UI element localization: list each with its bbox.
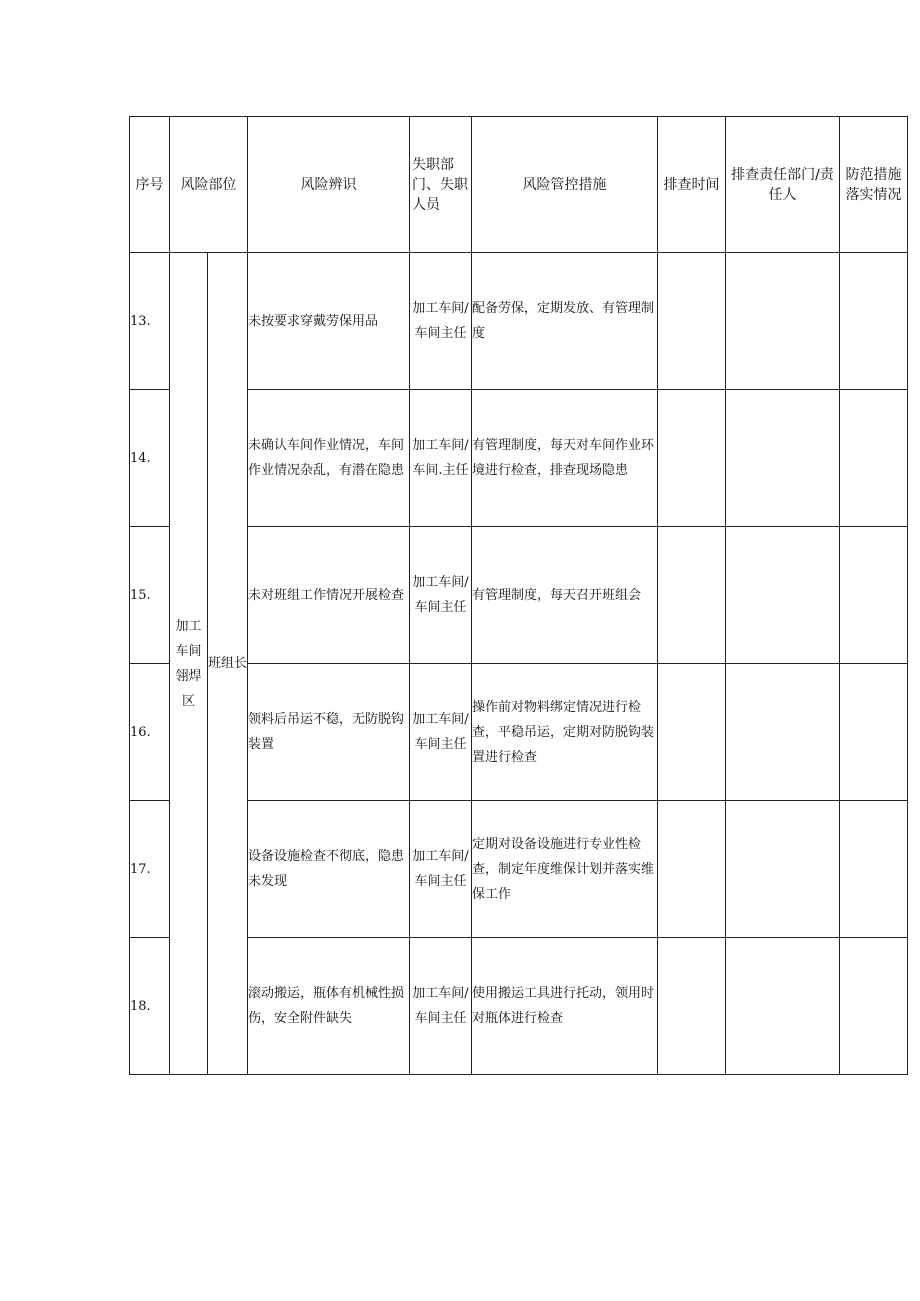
- row-number: 17.: [130, 801, 170, 938]
- check-time-cell: [658, 390, 726, 527]
- header-location: 风险部位: [170, 117, 248, 253]
- responsible-dept: 加工车间/车间主任: [410, 938, 472, 1075]
- risk-identification: 滚动搬运，瓶体有机械性损伤，安全附件缺失: [248, 938, 410, 1075]
- row-number: 15.: [130, 527, 170, 664]
- header-measures: 风险管控措施: [472, 117, 658, 253]
- check-time-cell: [658, 938, 726, 1075]
- row-number: 16.: [130, 664, 170, 801]
- risk-identification: 未对班组工作情况开展检查: [248, 527, 410, 664]
- header-responsible: 失职部门、失职人员: [410, 117, 472, 253]
- check-dept-cell: [726, 527, 840, 664]
- responsible-dept: 加工车间/车间主任: [410, 527, 472, 664]
- implementation-cell: [840, 527, 908, 664]
- header-identification: 风险辨识: [248, 117, 410, 253]
- header-seq: 序号: [130, 117, 170, 253]
- table-header-row: [130, 117, 908, 253]
- check-dept-cell: [726, 390, 840, 527]
- risk-identification: 领料后吊运不稳，无防脱钩装置: [248, 664, 410, 801]
- check-dept-cell: [726, 801, 840, 938]
- risk-identification: 未按要求穿戴劳保用品: [248, 253, 410, 390]
- responsible-dept: 加工车间/车间主任: [410, 664, 472, 801]
- row-number: 18.: [130, 938, 170, 1075]
- table-row: [130, 253, 908, 390]
- control-measure: 有管理制度，每天召开班组会: [472, 527, 658, 664]
- control-measure: 使用搬运工具进行托动，领用时对瓶体进行检查: [472, 938, 658, 1075]
- check-dept-cell: [726, 253, 840, 390]
- implementation-cell: [840, 253, 908, 390]
- check-time-cell: [658, 801, 726, 938]
- control-measure: 有管理制度，每天对车间作业环境进行检查，排查现场隐患: [472, 390, 658, 527]
- check-dept-cell: [726, 938, 840, 1075]
- risk-control-table: [129, 116, 908, 1075]
- header-check-dept: 排查责任部门/责任人: [726, 117, 840, 253]
- control-measure: 操作前对物料绑定情况进行检查，平稳吊运，定期对防脱钩装置进行检查: [472, 664, 658, 801]
- implementation-cell: [840, 664, 908, 801]
- responsible-dept: 加工车间/车间主任: [410, 801, 472, 938]
- check-time-cell: [658, 527, 726, 664]
- risk-identification: 设备设施检查不彻底，隐患未发现: [248, 801, 410, 938]
- check-time-cell: [658, 664, 726, 801]
- implementation-cell: [840, 938, 908, 1075]
- header-implementation: 防范措施落实情况: [840, 117, 908, 253]
- control-measure: 配备劳保，定期发放、有管理制度: [472, 253, 658, 390]
- control-measure: 定期对设备设施进行专业性检查，制定年度维保计划并落实维保工作: [472, 801, 658, 938]
- implementation-cell: [840, 801, 908, 938]
- location-main: 加工车间翎焊区: [170, 253, 208, 1075]
- row-number: 14.: [130, 390, 170, 527]
- risk-identification: 未确认车间作业情况，车间作业情况杂乱，有潜在隐患: [248, 390, 410, 527]
- location-sub: 班组长: [208, 253, 248, 1075]
- check-dept-cell: [726, 664, 840, 801]
- header-check-time: 排查时间: [658, 117, 726, 253]
- responsible-dept: 加工车间/车间主任: [410, 253, 472, 390]
- responsible-dept: 加工车间/车间.主任: [410, 390, 472, 527]
- row-number: 13.: [130, 253, 170, 390]
- check-time-cell: [658, 253, 726, 390]
- implementation-cell: [840, 390, 908, 527]
